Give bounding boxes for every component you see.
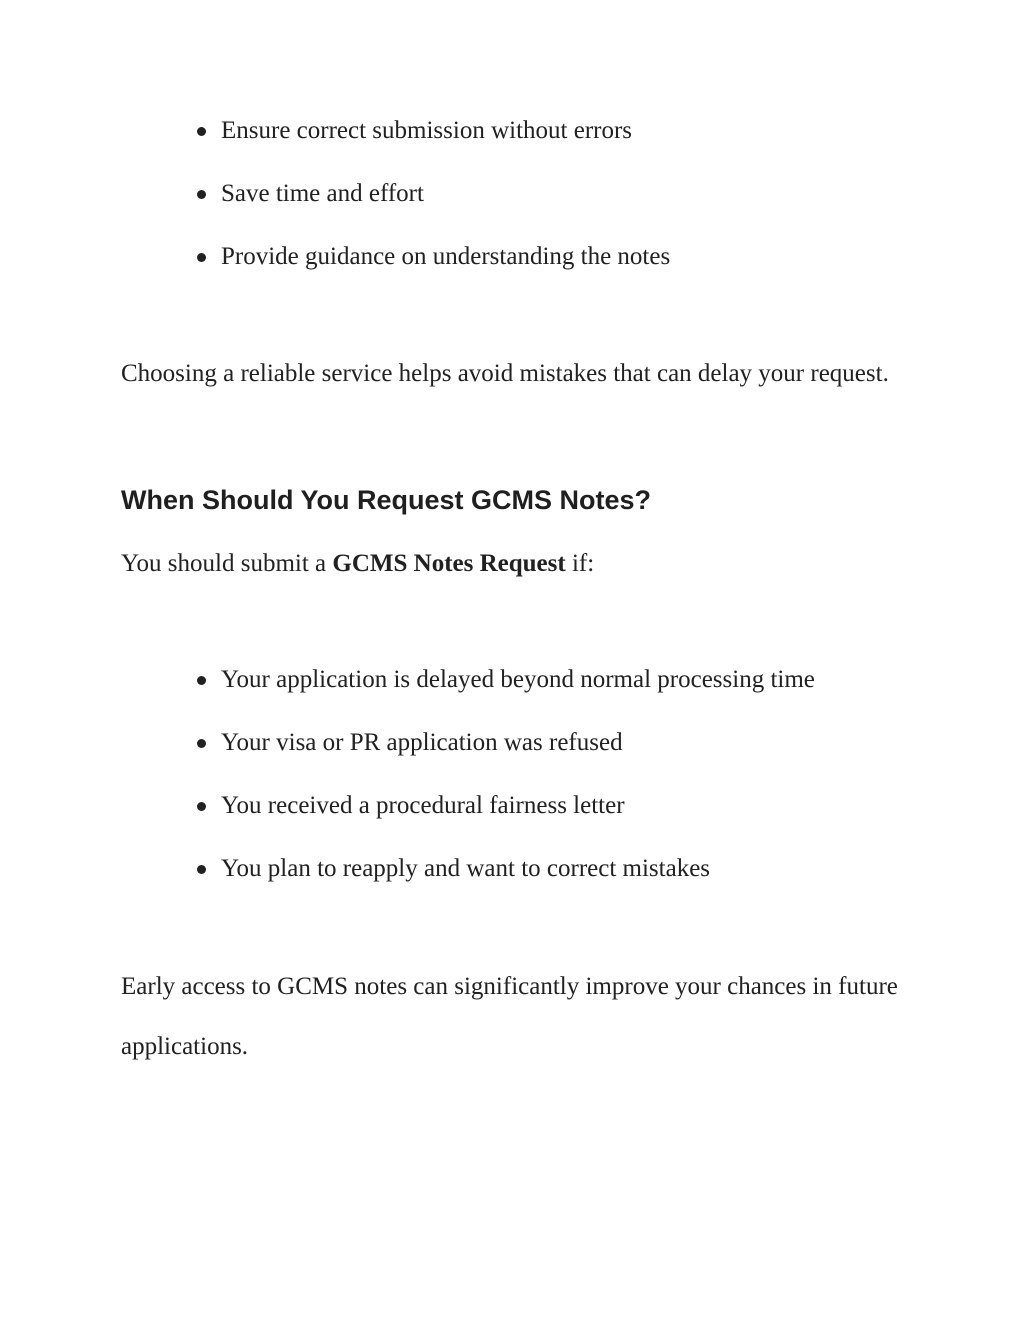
paragraph-submit-prefix: You should submit a	[121, 550, 333, 577]
paragraph-reliable-service: Choosing a reliable service helps avoid mistakes that can delay your request.	[121, 360, 889, 387]
bullet-icon	[197, 190, 206, 199]
list-item-text: Your visa or PR application was refused	[221, 729, 623, 756]
section-heading: When Should You Request GCMS Notes?	[121, 485, 652, 515]
list-item	[121, 839, 920, 899]
bullet-icon	[197, 802, 206, 811]
paragraph-early-access: Early access to GCMS notes can significantly improve your chances in future applications.	[121, 973, 898, 1060]
paragraph-submit-suffix: if:	[565, 550, 595, 577]
paragraph-submit-bold: GCMS Notes Request	[332, 550, 566, 577]
bullet-icon	[197, 127, 206, 136]
list-item	[121, 776, 920, 836]
list-item	[121, 164, 920, 224]
paragraph-submit	[121, 534, 920, 594]
list-item-text: Provide guidance on understanding the notes	[221, 243, 671, 270]
list-item	[121, 650, 920, 710]
list-item	[121, 713, 920, 773]
bullet-icon	[197, 253, 206, 262]
list-item-text: You plan to reapply and want to correct mistakes	[221, 855, 711, 882]
bullet-icon	[197, 676, 206, 685]
list-item-text: You received a procedural fairness letter	[221, 792, 625, 819]
when-list	[121, 650, 920, 899]
list-item	[121, 101, 920, 161]
benefits-list	[121, 101, 920, 287]
list-item-text: Save time and effort	[221, 180, 424, 207]
bullet-icon	[197, 865, 206, 874]
bullet-icon	[197, 739, 206, 748]
list-item	[121, 227, 920, 287]
list-item-text: Ensure correct submission without errors	[221, 117, 633, 144]
list-item-text: Your application is delayed beyond normal processing time	[221, 666, 815, 693]
